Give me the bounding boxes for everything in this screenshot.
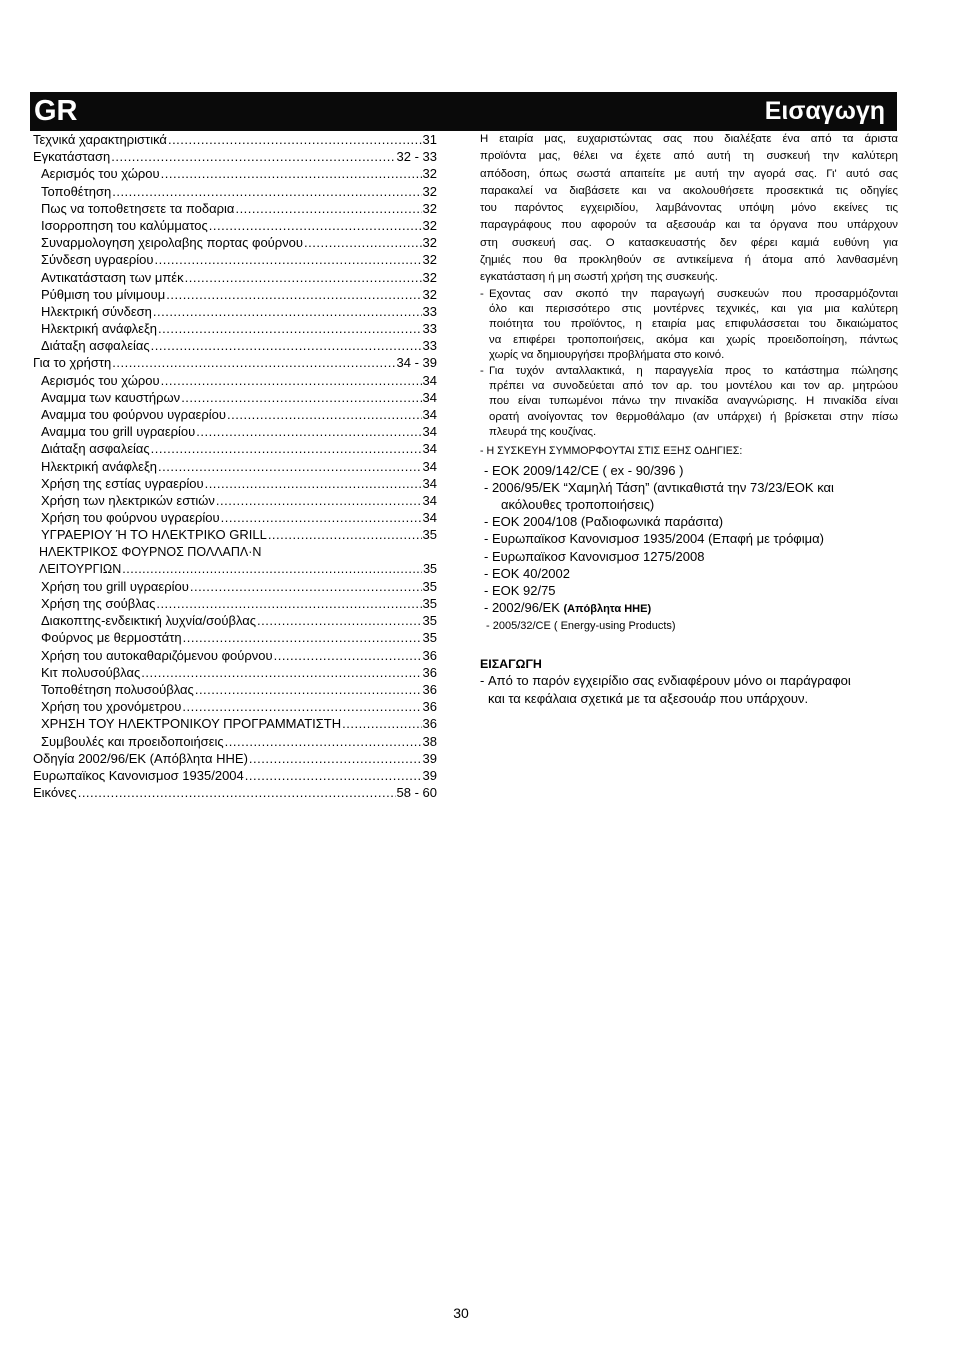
toc-item-title: Εικόνες [33, 785, 77, 801]
toc-item-title: Ρύθμιση του μίνιμουμ [41, 286, 166, 302]
toc-item-title: Αντικατάσταση των μπέκ [41, 269, 184, 285]
toc-item-page: 36 [422, 647, 437, 663]
paragraph-line: Η εταιρία μας, ευχαριστώντας σας που διαλέξατε ένα από τα άριστα [480, 133, 898, 145]
bullet-marker: - [480, 364, 484, 377]
toc-item-title: Χρήση της σούβλας [41, 596, 156, 612]
toc-leader-dots [249, 750, 422, 767]
header-bar [30, 92, 897, 131]
toc-row[interactable] [33, 183, 437, 200]
toc-leader-dots [78, 784, 396, 801]
toc-item-page: 32 [422, 235, 437, 251]
toc-leader-dots [154, 251, 421, 268]
toc-item-page: 32 [422, 183, 437, 199]
toc-item-page: 34 [422, 407, 437, 422]
directive-item [480, 582, 898, 599]
toc-leader-dots [190, 578, 422, 595]
toc-item-title: Χρήση του φούρνου υγραερίου [41, 510, 220, 526]
toc-item-title: Οδηγία 2002/96/ΕΚ (Απόβλητα ΗΗΕ) [33, 750, 248, 766]
toc-item-page: 38 [422, 733, 437, 749]
toc-item-page: 32 [422, 166, 437, 182]
toc-item-page: 58 - 60 [396, 785, 437, 801]
directive-item: - 2005/32/CE ( Energy-using Products) [486, 620, 676, 633]
toc-leader-dots [235, 200, 421, 217]
toc-row[interactable] [33, 372, 437, 389]
directive-item [480, 462, 898, 479]
bullet-line: πρέπει να συνοδεύεται από τον αρ. του μοντέλου και τον αρ. μητρώου [489, 380, 898, 393]
toc-leader-dots [181, 389, 421, 406]
toc-row[interactable] [33, 629, 437, 646]
toc-item-title: Συναρμολογηση χειρολαβης πορτας φούρνου [41, 235, 304, 251]
toc-item-title: Αναμμα του grill υγραερίου [41, 424, 196, 440]
paragraph-line: παραγράφους που αφορούν τα αξεσουάρ και τα όργανα που υπάρχουν [480, 219, 898, 232]
directive-item [480, 599, 898, 618]
toc-row[interactable] [33, 509, 437, 526]
page-title: Εισαγωγη [764, 97, 885, 125]
toc-item-title: Χρήση του αυτοκαθαριζόμενου φούρνου [41, 647, 273, 663]
toc-item-page: 36 [422, 699, 437, 715]
toc-item-page: 34 [422, 424, 437, 440]
toc-item-page: 32 - 33 [396, 149, 437, 165]
toc-item-page: 36 [422, 682, 437, 697]
toc-item-title: Αναμμα των καυστήρων [41, 389, 181, 405]
toc-row[interactable] [33, 440, 437, 457]
toc-leader-dots [216, 492, 422, 509]
toc-leader-dots [185, 269, 422, 286]
toc-item-page: 35 [422, 613, 437, 629]
toc-row[interactable] [33, 354, 437, 371]
toc-leader-dots [195, 681, 422, 698]
paragraph-line: του παρόντος εγχειριδίου, λαμβάνοντας υπόψη μόνο εκείνες τις [480, 202, 898, 215]
toc-leader-dots [161, 372, 422, 389]
toc-leader-dots [257, 612, 421, 629]
toc-leader-dots [268, 526, 422, 543]
toc-item-page: 32 [422, 269, 437, 285]
directives-list [480, 462, 898, 635]
toc-row[interactable] [33, 337, 437, 354]
bullet-line: Για τυχόν ανταλλακτικά, η παραγγελία προς το κατάστημα πώλησης [489, 364, 898, 377]
toc-leader-dots [156, 595, 421, 612]
bullet-line: πλευρά της κουζίνας. [489, 426, 597, 439]
paragraph-line: παρακαλεί να διαβάσετε και να ακολουθήσετε προσεκτικά τις οδηγίες [480, 184, 898, 197]
toc-item-page: 33 [422, 303, 437, 319]
toc-row[interactable] [33, 612, 437, 629]
section-bullet [480, 672, 898, 707]
toc-item-title: Χρήση των ηλεκτρικών εστιών [41, 492, 215, 508]
directive-item [480, 479, 898, 513]
directive-text: - Ευρωπαϊκοσ Κανονισμοσ 1275/2008 [484, 548, 705, 564]
toc-item-title: Αερισμός του χώρου [41, 166, 160, 182]
toc-leader-dots [111, 148, 395, 165]
paragraph-line: προϊόντα μας, θέλει να έχετε από αυτή τη συσκευή την καλύτερη [480, 150, 898, 163]
toc-row[interactable] [33, 423, 437, 440]
toc-item-title: Τοποθέτηση [41, 183, 112, 199]
bullet-marker: - [480, 287, 484, 300]
toc-item-page: 34 - 39 [396, 355, 437, 371]
toc-item-page: 36 [422, 664, 437, 680]
toc-leader-dots [112, 183, 421, 200]
toc-item-page: 32 [422, 252, 437, 268]
bullet-line: Εχοντας σαν σκοπό την παραγωγή συσκευών που προσαρμόζονται [489, 287, 898, 300]
toc-item-title: Διάταξη ασφαλείας [41, 441, 150, 457]
directive-text: - 2002/96/ΕΚ [484, 600, 564, 616]
toc-item-title: Χρήση του χρονόμετρου [41, 699, 182, 715]
bullet-line: και τα κεφάλαια σχετικά με τα αξεσουάρ που υπάρχουν. [488, 691, 809, 706]
toc-row[interactable] [33, 750, 437, 767]
toc-row[interactable] [33, 526, 437, 543]
toc-item-title: Τοποθέτηση πολυσούβλας [41, 682, 194, 697]
toc-row[interactable] [33, 561, 437, 578]
directive-text: - ΕΟΚ 92/75 [484, 583, 556, 598]
bullet-marker: - [480, 673, 485, 689]
toc-leader-dots [225, 733, 422, 750]
toc-item-title: Αναμμα του φούρνου υγραερίου [41, 407, 227, 422]
toc-row[interactable] [33, 165, 437, 182]
toc-item-page: 35 [422, 596, 437, 612]
toc-leader-dots [168, 131, 422, 148]
toc-row[interactable] [33, 767, 437, 784]
toc-leader-dots [183, 629, 422, 646]
toc-leader-dots [342, 715, 421, 732]
toc-row[interactable] [33, 217, 437, 234]
toc-row[interactable] [33, 784, 437, 801]
toc-item-title: Συμβουλές και προειδοποιήσεις [41, 733, 224, 749]
page-number: 30 [453, 1305, 469, 1321]
toc-row[interactable] [33, 647, 437, 664]
toc-leader-dots [205, 475, 422, 492]
toc-item-title: ΛΕΙΤΟΥΡΓΙΩΝ [39, 561, 122, 576]
toc-row[interactable] [33, 320, 437, 337]
toc-leader-dots [153, 303, 422, 320]
toc-row[interactable] [33, 303, 437, 320]
toc-item-title: Ηλεκτρική ανάφλεξη [41, 458, 158, 474]
toc-leader-dots [221, 509, 422, 526]
toc-item-page: 32 [422, 217, 437, 233]
paragraph-line: στη συσκευή σας. Ο κατασκευαστής δεν φέρει καμιά ευθύνη για [480, 236, 898, 249]
directive-continuation: ακόλουθες τροποποιήσεις) [501, 496, 655, 512]
toc-item-page: 36 [422, 716, 437, 732]
toc-leader-dots [274, 647, 422, 664]
directives-heading: - Η ΣΥΣΚΕΥΗ ΣΥΜΜΟΡΦΟΥΤΑΙ ΣΤΙΣ ΕΞΗΣ ΟΔΗΓΙΕΣ: [480, 444, 743, 457]
section-title: ΕΙΣΑΓΩΓΗ [480, 657, 542, 672]
introduction-column [480, 131, 898, 708]
bullet-line: να επιφέρει τροποποιήσεις, ακόμα και χωρίς προειδοποίηση, πάντως [489, 333, 898, 346]
toc-row[interactable] [33, 286, 437, 303]
toc-row[interactable] [33, 715, 437, 732]
bullet-improvements [480, 287, 898, 364]
toc-item-page: 35 [422, 527, 437, 543]
toc-item-title: Σύνδεση υγραερίου [41, 252, 154, 268]
toc-item-title: Ευρωπαϊκος Κανονισμοσ 1935/2004 [33, 767, 244, 783]
toc-item-title: ΗΛΕΚΤΡΙΚΟΣ ΦΟΥΡΝΟΣ ΠΟΛΛΑΠΛ·Ν [39, 544, 262, 559]
language-code: GR [34, 95, 78, 127]
directive-item [480, 565, 898, 582]
toc-item-title: Φούρνος με θερμοστάτη [41, 630, 182, 646]
toc-item-title: Ηλεκτρική ανάφλεξη [41, 321, 158, 337]
toc-item-title: Χρήση του grill υγραερίου [41, 578, 189, 594]
toc-leader-dots [151, 337, 422, 354]
toc-row[interactable] [33, 148, 437, 165]
toc-item-title: Ισορροπηση του καλύμματος [41, 217, 208, 233]
toc-leader-dots [304, 234, 422, 251]
toc-item-page: 32 [422, 200, 437, 216]
toc-row[interactable] [33, 475, 437, 492]
toc-leader-dots [227, 406, 422, 423]
toc-leader-dots [141, 664, 421, 681]
toc-leader-dots [166, 286, 421, 303]
directive-item [480, 548, 898, 565]
toc-row[interactable] [33, 269, 437, 286]
toc-item-page: 32 [422, 286, 437, 302]
toc-item-title: Ηλεκτρική σύνδεση [41, 303, 152, 319]
directive-item [480, 513, 898, 530]
toc-row[interactable] [33, 389, 437, 406]
toc-row[interactable] [33, 698, 437, 715]
bullet-line: ποιότητα του προϊόντος, η εταιρία μας επιφυλάσσεται του δικαιώματος [489, 318, 898, 331]
toc-item-page: 31 [422, 132, 437, 147]
toc-row[interactable] [33, 406, 437, 423]
directive-note: (Απόβλητα ΗΗΕ) [563, 603, 652, 616]
toc-item-title: Χρήση της εστίας υγραερίου [41, 475, 204, 491]
bullet-spare-parts [480, 364, 898, 441]
toc-leader-dots [182, 698, 421, 715]
directive-item [480, 530, 898, 547]
directive-text: - ΕΟΚ 40/2002 [484, 565, 570, 581]
toc-item-page: 34 [422, 389, 437, 405]
bullet-line: Από το παρόν εγχειρίδιο σας ενδιαφέρουν μόνο οι παράγραφοι [488, 673, 851, 689]
table-of-contents [33, 131, 437, 801]
toc-item-page: 39 [422, 767, 437, 783]
toc-row[interactable] [33, 251, 437, 268]
toc-leader-dots [245, 767, 422, 784]
toc-row[interactable] [33, 595, 437, 612]
toc-leader-dots [151, 440, 422, 457]
directive-text: - 2006/95/ΕΚ “Χαμηλή Τάση” (αντικαθιστά την 73/23/ΕΟΚ και [484, 479, 834, 495]
toc-item-title: Τεχνικά χαρακτηριστικά [33, 132, 167, 147]
toc-row[interactable] [33, 234, 437, 251]
toc-row[interactable] [33, 681, 437, 698]
toc-row[interactable] [33, 492, 437, 509]
bullet-line: ορατή ανοίγοντας τον θερμοθάλαμο (αν υπάρχει) ή βρίσκεται στην πίσω [489, 410, 898, 423]
toc-row[interactable] [33, 733, 437, 750]
paragraph-line: ζημιές που θα προκληθούν σε αντικείμενα ή άτομα από λανθασμένη [480, 254, 898, 267]
toc-item-page: 34 [422, 510, 437, 526]
directive-text: - ΕΟΚ 2004/108 (Ραδιοφωνικά παράσιτα) [484, 514, 724, 530]
toc-leader-dots [158, 320, 422, 337]
toc-item-title: Διάταξη ασφαλείας [41, 338, 150, 354]
toc-item-title: Αερισμός του χώρου [41, 372, 160, 388]
toc-item-title: Για το χρήστη [33, 355, 112, 371]
toc-item-page: 34 [422, 441, 437, 457]
toc-item-page: 33 [422, 338, 437, 354]
toc-item-page: 34 [422, 372, 437, 388]
toc-item-title: Κιτ πολυσούβλας [41, 664, 141, 680]
toc-row[interactable] [33, 578, 437, 595]
toc-leader-dots [112, 354, 395, 371]
toc-item-page: 35 [422, 630, 437, 646]
toc-item-page: 34 [422, 492, 437, 508]
toc-row[interactable] [33, 131, 437, 148]
toc-leader-dots [158, 458, 422, 475]
intro-paragraph [480, 131, 898, 287]
directive-text: - Ευρωπαϊκοσ Κανονισμοσ 1935/2004 (Επαφή με τρόφιμα) [484, 531, 824, 547]
toc-item-title: ΥΓΡΑΕΡΙΟΥ Ή ΤΟ ΗΛΕΚΤΡΙΚΟ GRILL [41, 527, 267, 543]
bullet-line: που είναι τυπωμένοι πάνω την πινακίδα αναγνώρισης. Η πινακίδα είναι [489, 395, 898, 408]
toc-leader-dots [196, 423, 421, 440]
toc-item-title: Διακοπτης-ενδεικτική λυχνία/σούβλας [41, 613, 257, 629]
toc-item-title: Εγκατάσταση [33, 149, 111, 165]
toc-item-page: 39 [422, 750, 437, 766]
toc-row[interactable] [33, 664, 437, 681]
toc-item-page: 35 [422, 578, 437, 594]
toc-item-page: 33 [422, 321, 437, 337]
toc-item-page: 34 [422, 475, 437, 491]
bullet-line: χωρίς να δημιουργήσει προβλήματα στο κοινό. [489, 349, 725, 362]
toc-row[interactable] [33, 458, 437, 475]
paragraph-line: απόδοση, όπως σωστά απαιτείτε με αυτή την αγορά σας. Γι' αυτό σας [480, 167, 898, 180]
directive-text: - ΕΟΚ 2009/142/CE ( ex - 90/396 ) [484, 462, 684, 478]
toc-item-page: 35 [423, 561, 437, 576]
toc-item-page: 34 [422, 458, 437, 474]
paragraph-line: εγκατάσταση ή μη σωστή χρήση της συσκευής. [480, 271, 718, 284]
toc-item-title: ΧΡΗΣΗ ΤΟΥ ΗΛΕΚΤΡΟΝΙΚΟΥ ΠΡΟΓΡΑΜΜΑΤΙΣΤΗ [41, 716, 342, 732]
toc-item-title: Πως να τοποθετησετε τα ποδαρια [41, 200, 235, 216]
toc-leader-dots [122, 561, 422, 578]
toc-row[interactable] [33, 544, 437, 561]
bullet-line: όλο και περισσότερο στις μοντέρνες τεχνικές, και για μια καλύτερη [489, 303, 898, 316]
toc-row[interactable] [33, 200, 437, 217]
toc-leader-dots [209, 217, 422, 234]
toc-leader-dots [161, 165, 422, 182]
